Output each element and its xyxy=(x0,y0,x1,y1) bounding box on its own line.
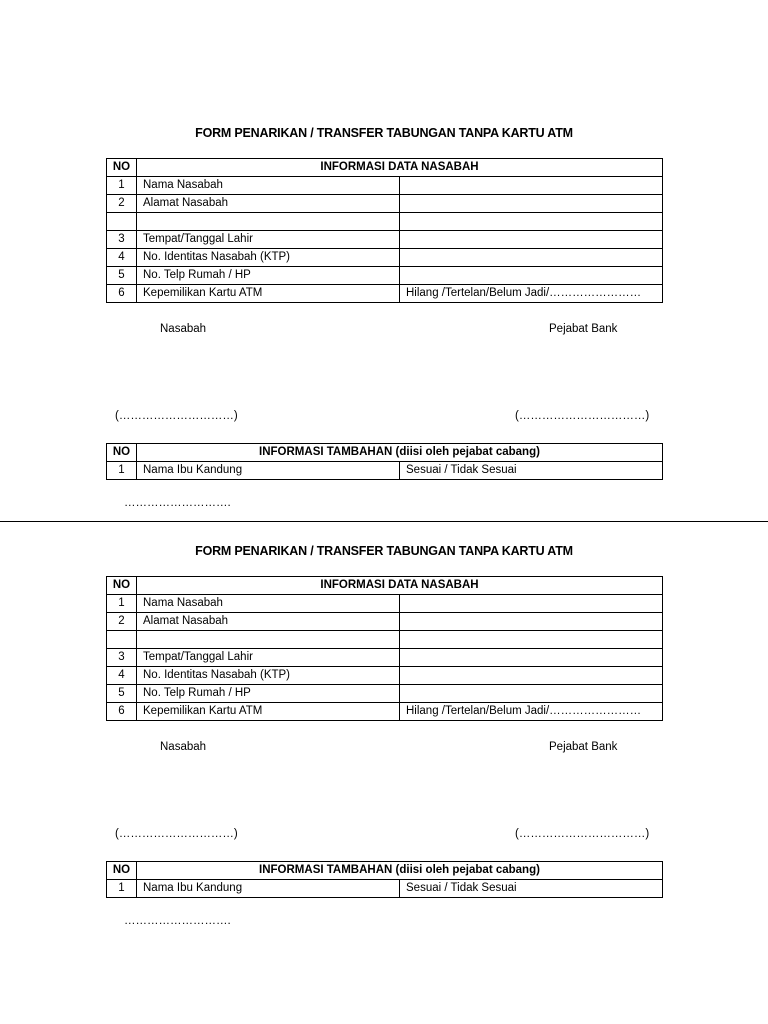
row-no: 2 xyxy=(107,613,137,631)
signature-blank-pejabat[interactable]: (……………………………) xyxy=(515,410,650,422)
row-value-field[interactable] xyxy=(400,231,663,249)
signature-label-nasabah: Nasabah xyxy=(160,323,207,335)
row-label: Tempat/Tanggal Lahir xyxy=(137,649,400,667)
signature-label-pejabat: Pejabat Bank xyxy=(549,323,618,335)
table-header-row xyxy=(107,862,663,880)
row-label xyxy=(137,631,400,649)
table-row xyxy=(107,631,663,649)
signature-blank-nasabah[interactable]: (…………………………) xyxy=(115,410,238,422)
table-row xyxy=(107,213,663,231)
row-label: Nama Ibu Kandung xyxy=(137,880,400,898)
row-no xyxy=(107,631,137,649)
row-value-field[interactable] xyxy=(400,195,663,213)
row-no: 6 xyxy=(107,285,137,303)
customer-data-table xyxy=(106,158,663,303)
table-row xyxy=(107,177,663,195)
row-no: 5 xyxy=(107,685,137,703)
row-label: Nama Ibu Kandung xyxy=(137,462,400,480)
footer-dotted-line[interactable]: ………………………. xyxy=(124,497,231,509)
row-value-field[interactable] xyxy=(400,595,663,613)
signature-blank-pejabat[interactable]: (……………………………) xyxy=(515,828,650,840)
row-no: 2 xyxy=(107,195,137,213)
table-row xyxy=(107,267,663,285)
row-value-field[interactable] xyxy=(400,667,663,685)
table-row xyxy=(107,880,663,898)
row-no: 1 xyxy=(107,462,137,480)
table-row xyxy=(107,703,663,721)
header-info: INFORMASI DATA NASABAH xyxy=(137,159,663,177)
row-label: Kepemilikan Kartu ATM xyxy=(137,285,400,303)
signature-label-nasabah: Nasabah xyxy=(160,741,207,753)
table-row xyxy=(107,667,663,685)
row-label: Nama Nasabah xyxy=(137,595,400,613)
header-no: NO xyxy=(107,862,137,880)
row-value-field[interactable] xyxy=(400,177,663,195)
header-no: NO xyxy=(107,444,137,462)
row-no: 1 xyxy=(107,177,137,195)
row-value-field[interactable]: Hilang /Tertelan/Belum Jadi/…………………… xyxy=(400,703,663,721)
row-no: 3 xyxy=(107,231,137,249)
row-label: No. Telp Rumah / HP xyxy=(137,267,400,285)
table-row xyxy=(107,595,663,613)
form-title: FORM PENARIKAN / TRANSFER TABUNGAN TANPA KARTU ATM xyxy=(195,544,573,558)
table-row xyxy=(107,649,663,667)
row-value-field[interactable] xyxy=(400,685,663,703)
row-value-field[interactable]: Hilang /Tertelan/Belum Jadi/…………………… xyxy=(400,285,663,303)
row-no xyxy=(107,213,137,231)
row-label: Alamat Nasabah xyxy=(137,195,400,213)
table-row xyxy=(107,249,663,267)
row-label xyxy=(137,213,400,231)
row-no: 1 xyxy=(107,880,137,898)
row-label: No. Identitas Nasabah (KTP) xyxy=(137,249,400,267)
row-value-field[interactable] xyxy=(400,267,663,285)
row-no: 4 xyxy=(107,667,137,685)
row-label: No. Identitas Nasabah (KTP) xyxy=(137,667,400,685)
row-no: 4 xyxy=(107,249,137,267)
customer-data-table xyxy=(106,576,663,721)
row-no: 5 xyxy=(107,267,137,285)
header-info: INFORMASI TAMBAHAN (diisi oleh pejabat cabang) xyxy=(137,444,663,462)
row-value-field[interactable]: Sesuai / Tidak Sesuai xyxy=(400,880,663,898)
row-value-field[interactable] xyxy=(400,213,663,231)
table-row xyxy=(107,195,663,213)
row-value-field[interactable] xyxy=(400,631,663,649)
row-value-field[interactable]: Sesuai / Tidak Sesuai xyxy=(400,462,663,480)
header-info: INFORMASI TAMBAHAN (diisi oleh pejabat cabang) xyxy=(137,862,663,880)
header-no: NO xyxy=(107,159,137,177)
row-label: Alamat Nasabah xyxy=(137,613,400,631)
row-label: Kepemilikan Kartu ATM xyxy=(137,703,400,721)
additional-info-table xyxy=(106,861,663,898)
form-2 xyxy=(0,418,768,927)
table-row xyxy=(107,285,663,303)
table-row xyxy=(107,685,663,703)
table-row xyxy=(107,231,663,249)
row-no: 1 xyxy=(107,595,137,613)
row-label: Tempat/Tanggal Lahir xyxy=(137,231,400,249)
signature-label-pejabat: Pejabat Bank xyxy=(549,741,618,753)
row-no: 3 xyxy=(107,649,137,667)
table-header-row xyxy=(107,577,663,595)
header-info: INFORMASI DATA NASABAH xyxy=(137,577,663,595)
row-value-field[interactable] xyxy=(400,249,663,267)
signature-blank-nasabah[interactable]: (…………………………) xyxy=(115,828,238,840)
table-row xyxy=(107,613,663,631)
row-label: Nama Nasabah xyxy=(137,177,400,195)
header-no: NO xyxy=(107,577,137,595)
table-header-row xyxy=(107,159,663,177)
footer-dotted-line[interactable]: ………………………. xyxy=(124,915,231,927)
row-value-field[interactable] xyxy=(400,613,663,631)
row-value-field[interactable] xyxy=(400,649,663,667)
row-label: No. Telp Rumah / HP xyxy=(137,685,400,703)
form-title: FORM PENARIKAN / TRANSFER TABUNGAN TANPA KARTU ATM xyxy=(195,126,573,140)
row-no: 6 xyxy=(107,703,137,721)
